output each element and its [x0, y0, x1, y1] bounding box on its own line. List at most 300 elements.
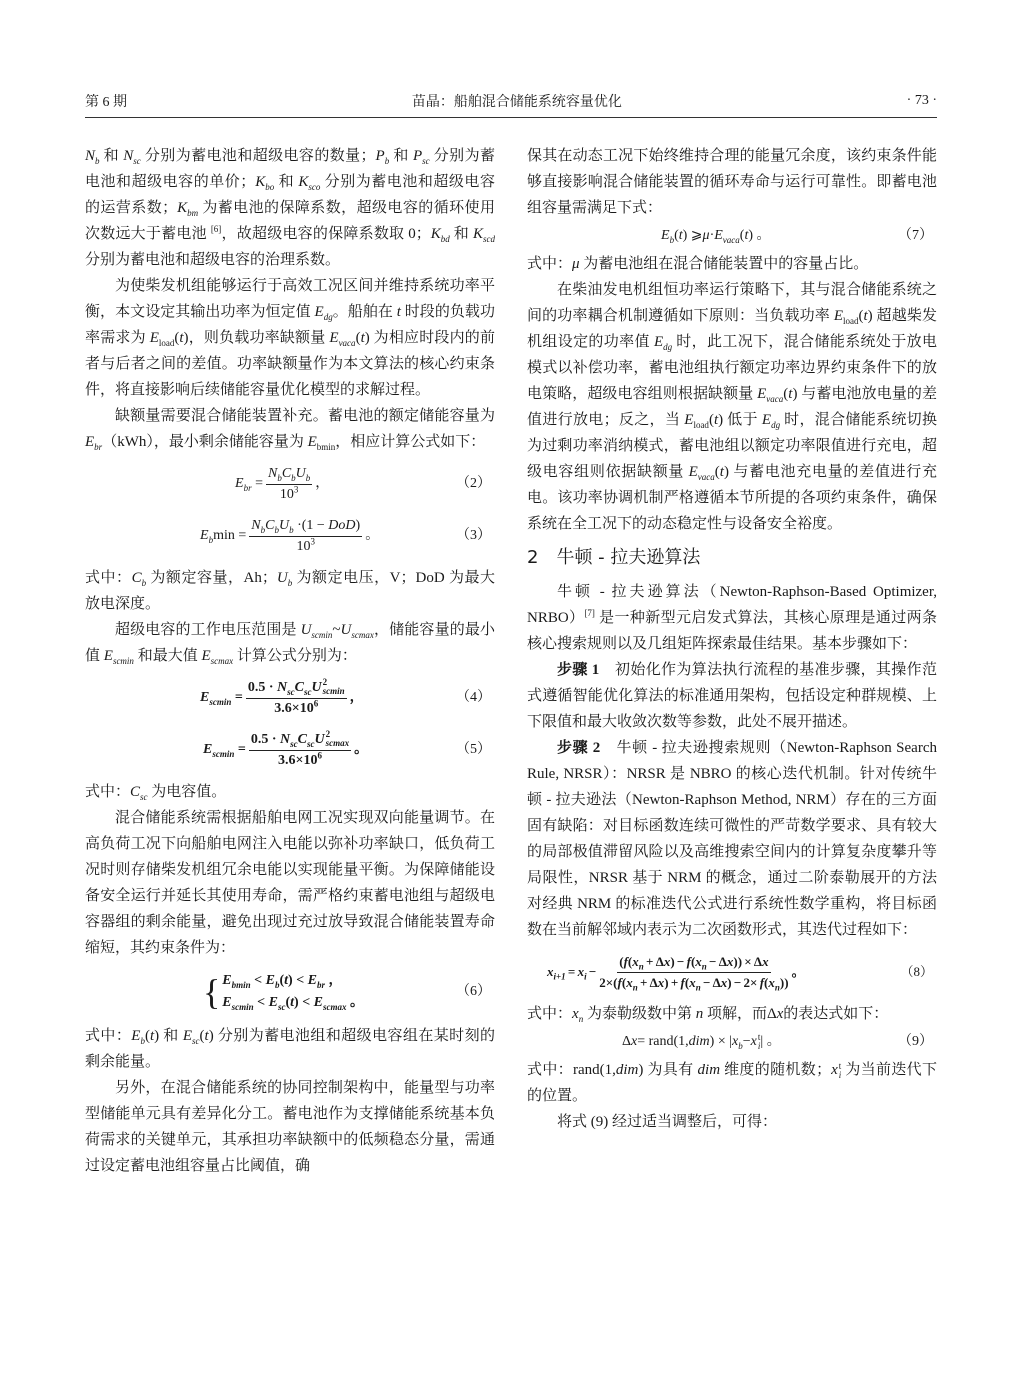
- text-run: ，: [325, 973, 343, 988]
- text-run: 保其在动态工况下始终维持合理的能量冗余度，该约束条件能够直接影响混合储能装置的循环寿命与运行可靠性。即蓄电池组容量需满足下式：: [527, 148, 937, 216]
- numerator: [249, 516, 362, 537]
- math-symbol: [314, 729, 350, 749]
- math-subscript: scmin: [212, 748, 235, 759]
- math-variable: x: [626, 974, 633, 990]
- equation-number: （9）: [898, 1034, 933, 1049]
- text-run: 混合储能系统需根据船舶电网工况实现双向能量调节。在高负荷工况下向船舶电网注入电能以弥补功率缺口，低负荷工况时则存储柴发机组冗余电能以实现能量平衡。为保障储能设备安全运行并延长其使用寿命，需严格约束蓄电池组与超级电容器组的剩余能量，避免出现过充过放导致混合储能装置寿命缩短，其约束条件为：: [85, 810, 495, 956]
- text-run: (: [619, 953, 624, 969]
- math-variable: x: [768, 974, 775, 990]
- math-symbol: [762, 954, 769, 969]
- math-subscript: scmin: [209, 696, 232, 707]
- denominator: [278, 751, 322, 771]
- math-variable: μ: [572, 256, 580, 272]
- text-run: min =: [213, 528, 247, 543]
- paragraph: [85, 565, 495, 617]
- math-subscript: br: [317, 979, 326, 990]
- equation-lhs: [203, 737, 246, 763]
- math-variable: E: [222, 973, 232, 988]
- text-run: − Δ: [700, 974, 721, 990]
- text-run: (: [674, 228, 679, 243]
- math-symbol: [255, 174, 274, 190]
- text-run: 和最大值: [133, 648, 202, 664]
- text-run: ，故超级电容的保障系数取 0；: [221, 226, 431, 242]
- text-run: ·: [709, 228, 715, 243]
- math-variable: E: [201, 648, 211, 664]
- math-variable: t: [179, 330, 184, 346]
- math-variable: E: [653, 334, 664, 350]
- script-stack: [323, 678, 345, 696]
- math-symbol: [661, 223, 674, 249]
- math-symbol: [203, 742, 234, 757]
- math-variable: t: [713, 412, 719, 428]
- equation-punctuation: ，: [315, 476, 330, 491]
- math-subscript: b: [289, 524, 294, 535]
- page-number: · 73 ·: [906, 93, 937, 108]
- equation-6-line-2: [222, 992, 364, 1014]
- math-subscript: sc: [303, 686, 312, 697]
- math-symbol: [277, 680, 295, 695]
- math-variable: t: [719, 464, 724, 480]
- math-variable: f: [680, 974, 685, 990]
- math-variable: DoD: [328, 517, 356, 533]
- numerator: [249, 730, 351, 751]
- numerator: [246, 678, 347, 699]
- math-symbol: [689, 974, 701, 993]
- math-variable: f: [623, 953, 628, 969]
- text-run: )): [779, 974, 789, 990]
- math-variable: t: [396, 304, 401, 320]
- math-symbol: [684, 412, 709, 428]
- math-symbol: [308, 434, 336, 450]
- math-subscript: vaca: [338, 338, 356, 348]
- math-variable: C: [297, 731, 307, 747]
- step-text: [527, 740, 937, 938]
- math-variable: C: [131, 570, 142, 586]
- math-variable: P: [375, 148, 385, 164]
- text-run: 10: [296, 538, 311, 554]
- math-subscript: load: [842, 316, 859, 326]
- math-symbol: [751, 1029, 761, 1055]
- math-variable: t: [290, 995, 295, 1010]
- math-subscript: vaca: [697, 472, 715, 482]
- math-variable: dim: [688, 1034, 710, 1049]
- math-symbol: [123, 148, 141, 164]
- equation-punctuation: 。: [791, 964, 805, 979]
- text-run: 为泰勒级数中第: [583, 1006, 696, 1022]
- math-symbol: [266, 973, 280, 988]
- text-run: 的表达式如下：: [783, 1006, 889, 1022]
- text-run: 分别为蓄电池和超级电容的运营系数；: [85, 174, 495, 216]
- math-variable: E: [314, 304, 324, 320]
- math-subscript: load: [693, 420, 709, 430]
- text-run: 10: [279, 486, 294, 502]
- math-symbol: [310, 535, 315, 554]
- math-symbol: [265, 518, 279, 533]
- math-subscript: bd: [440, 234, 450, 244]
- math-subscript: bmin: [316, 442, 336, 452]
- equation-body: [527, 952, 894, 993]
- math-superscript: 6: [317, 749, 322, 760]
- math-symbol: [572, 1006, 583, 1022]
- math-variable: N: [280, 731, 291, 747]
- text-run: + Δ: [637, 974, 658, 990]
- math-variable: U: [311, 679, 322, 695]
- running-title: 苗晶：船舶混合储能系统容量优化: [411, 95, 622, 110]
- paragraph: [527, 735, 937, 943]
- math-superscript: t: [757, 1031, 761, 1042]
- math-variable: f: [686, 953, 691, 969]
- math-symbol: [279, 518, 294, 533]
- text-run: 分别为蓄电池和超级电容的治理系数。: [85, 252, 341, 268]
- math-variable: E: [103, 648, 113, 664]
- text-run: (: [690, 953, 696, 969]
- text-run: (: [684, 974, 690, 990]
- text-run: 时，此工况下，混合储能系统处于放电模式以补偿功率，蓄电池组执行额定功率边界约束条件下的放电策略，超级电容组则根据缺额量: [527, 334, 937, 402]
- math-variable: t: [788, 386, 793, 402]
- math-variable: x: [720, 974, 728, 990]
- math-subscript: b: [287, 578, 293, 588]
- equation-2: [85, 461, 495, 507]
- equation-body: [85, 516, 450, 557]
- math-subscript: bmin: [231, 979, 251, 990]
- text-run: (: [783, 386, 789, 402]
- equation-9: [527, 1029, 937, 1055]
- equation-7-body: [527, 223, 892, 249]
- equation-number: （4）: [456, 690, 491, 705]
- text-run: 和: [274, 174, 299, 190]
- math-subscript: sc: [277, 1001, 286, 1012]
- math-variable: x: [762, 953, 769, 969]
- math-symbol: [222, 995, 253, 1010]
- math-subscript: scmin: [231, 1001, 254, 1012]
- math-subscript: b: [274, 524, 279, 535]
- math-subscript: sc: [287, 686, 295, 697]
- math-subscript: b: [208, 534, 214, 545]
- math-subscript: b: [305, 472, 311, 483]
- text-run: 超级电容的工作电压范围是: [115, 622, 301, 638]
- math-subscript: scmax: [325, 738, 350, 749]
- math-variable: x: [695, 953, 702, 969]
- text-run: 式中：: [85, 784, 131, 800]
- math-variable: E: [222, 995, 232, 1010]
- text-run: )) × Δ: [733, 953, 763, 969]
- math-subscript: b: [291, 472, 296, 483]
- denominator: [274, 699, 318, 719]
- math-symbol: [314, 995, 347, 1010]
- paragraph: [85, 1023, 495, 1075]
- math-symbol: [131, 1028, 145, 1044]
- math-subscript: vaca: [766, 394, 784, 404]
- math-symbol: [311, 677, 345, 697]
- math-symbol: [768, 974, 780, 993]
- equation-6-line-1: [222, 970, 364, 992]
- math-variable: P: [412, 148, 423, 164]
- denominator: [280, 485, 299, 505]
- right-column: [527, 143, 937, 1135]
- math-variable: E: [661, 228, 670, 243]
- text-run: −: [586, 964, 597, 979]
- numerator: [266, 464, 312, 485]
- math-variable: K: [298, 174, 309, 190]
- text-run: (: [285, 995, 291, 1010]
- text-run: ) 低于: [718, 412, 762, 428]
- equation-number: （5）: [456, 742, 491, 757]
- text-run: ) 和: [154, 1028, 183, 1044]
- denominator: [599, 973, 788, 993]
- equation-8: [527, 949, 937, 995]
- text-run: (: [174, 330, 180, 346]
- text-run: ): [355, 517, 361, 533]
- equation-body: [85, 464, 450, 505]
- text-run: (: [708, 412, 714, 428]
- math-subscript: b: [669, 234, 675, 245]
- math-subscript: dg: [771, 420, 781, 430]
- text-run: Δ: [622, 1034, 632, 1049]
- math-symbol: [295, 680, 312, 695]
- math-variable: E: [329, 330, 339, 346]
- math-subscript: b: [277, 472, 282, 483]
- citation: [7]: [584, 608, 595, 618]
- text-run: 0.5 ·: [247, 679, 278, 695]
- math-variable: E: [200, 690, 210, 705]
- text-run: （kWh），最小剩余储能容量为: [102, 434, 308, 450]
- math-symbol: [698, 1062, 721, 1078]
- math-variable: E: [131, 1028, 141, 1044]
- left-column: [85, 143, 495, 1179]
- paragraph: [527, 657, 937, 735]
- math-subscript: n: [695, 982, 701, 993]
- math-variable: E: [757, 386, 767, 402]
- text-run: 分别为蓄电池和超级电容的单价；: [85, 148, 495, 190]
- math-subscript: sc: [192, 1036, 200, 1046]
- text-run: 牛顿 - 拉夫逊搜索规则（Newton-Raphson Search Rule, NRSR）：NRSR 是 NBRO 的核心迭代机制。针对传统牛顿 - 拉夫逊法（Newton-Raphson Method, NRM）存在的三方面固有缺陷：对目标函数连续可微性的严苛数学要求、具有较大的局部极值滞留风险以及高维搜索空间内的计算复杂度攀升等局限性，NRSR 基于 NRM 的概念，通过二阶泰勒展开的方法对经典 NRM 的标准迭代公式进行系统性数学重构，将目标函数在当前解邻域内表示为二次函数形式，其迭代过程如下：: [527, 740, 937, 938]
- math-symbol: [689, 1029, 710, 1055]
- math-variable: t: [204, 1028, 209, 1044]
- math-variable: t: [284, 973, 289, 988]
- text-run: 式中：: [527, 1006, 573, 1022]
- text-run: −: [742, 1034, 751, 1049]
- math-symbol: [732, 1029, 743, 1055]
- text-run: 3.6×10: [274, 700, 314, 716]
- math-subscript: scmax: [351, 630, 374, 640]
- header-rule: [85, 117, 937, 118]
- equation-lhs: [547, 959, 596, 985]
- math-variable: x: [631, 1034, 638, 1049]
- math-subscript: i: [584, 971, 587, 982]
- math-variable: x: [732, 1034, 739, 1049]
- math-symbol: [296, 466, 311, 481]
- step-label: 步骤 2: [557, 740, 601, 756]
- text-run: ) <: [288, 973, 308, 988]
- math-symbol: [293, 483, 299, 502]
- text-run: ) +: [664, 974, 681, 990]
- fraction: [599, 952, 788, 993]
- math-variable: μ: [702, 228, 710, 243]
- math-symbol: [695, 953, 707, 972]
- math-variable: x: [689, 974, 696, 990]
- text-run: 0.5 ·: [250, 731, 281, 747]
- text-run: ) <: [294, 995, 314, 1010]
- math-subscript: sc: [140, 792, 148, 802]
- text-run: 初始化作为算法执行流程的基准步骤，其操作范式遵循智能优化算法的标准通用架构，包括设定种群规模、上下限值和最大收敛次数等参数，此处不展开描述。: [527, 662, 937, 730]
- math-variable: U: [276, 570, 288, 586]
- math-subscript: b: [274, 979, 280, 990]
- math-variable: x: [663, 953, 671, 969]
- math-symbol: [831, 1062, 841, 1078]
- math-superscript: 3: [293, 483, 299, 494]
- math-symbol: [235, 476, 252, 491]
- math-subscript: b: [95, 156, 100, 166]
- math-superscript: 6: [313, 697, 319, 708]
- math-symbol: [703, 223, 710, 249]
- math-subscript: sc: [422, 156, 430, 166]
- paragraph: [527, 277, 937, 537]
- math-subscript: i: [838, 1069, 842, 1080]
- math-symbol: [762, 412, 780, 428]
- math-variable: x: [831, 1062, 838, 1078]
- math-subscript: scmax: [323, 1001, 347, 1012]
- paragraph: [85, 1075, 495, 1179]
- text-run: (: [764, 974, 769, 990]
- math-variable: K: [430, 226, 441, 242]
- text-run: (: [714, 464, 720, 480]
- math-variable: E: [182, 1028, 193, 1044]
- paragraph: [85, 779, 495, 805]
- equation-5: [85, 727, 495, 773]
- math-variable: U: [300, 622, 312, 638]
- equation-lhs: [200, 523, 246, 549]
- math-variable: x: [547, 964, 554, 979]
- text-run: ~: [332, 622, 341, 638]
- text-run: + Δ: [643, 953, 664, 969]
- math-symbol: [317, 749, 322, 768]
- text-run: 分别为蓄电池和超级电容的数量；: [140, 148, 376, 164]
- equation-number: （7）: [898, 228, 933, 243]
- math-variable: E: [714, 228, 723, 243]
- numerator: [617, 952, 770, 973]
- text-run: ) − 2×: [727, 974, 760, 990]
- math-variable: t: [360, 330, 365, 346]
- math-subscript: vaca: [722, 234, 740, 245]
- math-symbol: [329, 330, 355, 346]
- text-run: 式中：: [527, 256, 573, 272]
- math-symbol: [714, 223, 740, 249]
- text-run: =: [251, 476, 263, 491]
- math-variable: t: [678, 228, 683, 243]
- text-run: 。船舶在: [332, 304, 397, 320]
- text-run: ) 为具有: [638, 1062, 698, 1078]
- text-run: ) × |: [709, 1034, 733, 1049]
- section-heading: 2 牛顿 - 拉夫逊算法: [527, 547, 701, 568]
- math-symbol: [298, 732, 315, 747]
- math-subscript: sc: [290, 738, 298, 749]
- issue-number: 第 6 期: [85, 95, 127, 110]
- text-run: <: [253, 995, 269, 1010]
- text-run: 为蓄电池的保障系数，超级电容的循环使用次数远大于蓄电池: [85, 200, 495, 242]
- equation-3: [85, 513, 495, 559]
- paragraph: [527, 1057, 937, 1109]
- math-subscript: scmin: [112, 656, 134, 666]
- paragraph: [527, 251, 937, 277]
- math-subscript: sc: [306, 738, 315, 749]
- math-symbol: [626, 974, 638, 993]
- text-run: (: [144, 1028, 150, 1044]
- math-symbol: [328, 518, 355, 533]
- math-variable: C: [294, 679, 304, 695]
- math-variable: f: [617, 974, 622, 990]
- text-run: 和: [389, 148, 413, 164]
- text-run: 为额定容量，Ah；: [146, 570, 277, 586]
- text-run: − Δ: [706, 953, 727, 969]
- math-variable: N: [251, 517, 261, 533]
- text-run: =: [234, 742, 246, 757]
- step-label: 步骤 1: [557, 662, 600, 678]
- math-variable: f: [759, 974, 765, 990]
- math-variable: E: [85, 434, 95, 450]
- citation: [6]: [210, 224, 222, 234]
- math-variable: C: [130, 784, 141, 800]
- text-run: 维度的随机数；: [720, 1062, 832, 1078]
- paragraph: [527, 1109, 937, 1135]
- equation-lhs: [200, 685, 243, 711]
- math-variable: K: [255, 174, 266, 190]
- text-run: 在柴油发电机组恒功率运行策略下，其与混合储能系统之间的功率耦合机制遵循如下原则：当负载功率: [527, 282, 937, 324]
- math-superscript: t: [838, 1060, 842, 1071]
- math-variable: x: [632, 953, 639, 969]
- math-variable: E: [313, 995, 324, 1010]
- math-variable: N: [267, 465, 278, 481]
- brace: {: [203, 972, 221, 1012]
- math-symbol: [132, 570, 147, 586]
- math-variable: dim: [615, 1062, 639, 1078]
- math-symbol: [183, 1028, 200, 1044]
- text-run: =: [231, 690, 243, 705]
- math-symbol: [104, 648, 134, 664]
- equation-number: （8）: [900, 964, 933, 979]
- math-subscript: i: [757, 1040, 761, 1051]
- math-variable: x: [657, 974, 665, 990]
- math-variable: t: [863, 308, 868, 324]
- math-variable: E: [200, 528, 209, 543]
- math-symbol: [251, 518, 265, 533]
- math-variable: E: [235, 476, 244, 491]
- math-variable: x: [776, 1006, 784, 1022]
- text-run: 时，混合储能系统切换为过剩功率消纳模式，蓄电池组以额定功率限值进行充电，超级电容组则依据缺额量: [527, 412, 937, 480]
- text-run: 将式 (9) 经过适当调整后，可得：: [557, 1114, 777, 1130]
- math-variable: E: [761, 412, 772, 428]
- math-variable: x: [577, 964, 585, 979]
- math-variable: dim: [697, 1062, 721, 1078]
- text-run: ) 为相应时段内的前者与后者之间的差值。功率缺额量作为本文算法的核心约束条件，将直接影响后续储能容量优化模型的求解过程。: [85, 330, 495, 398]
- math-subscript: n: [774, 982, 780, 993]
- text-run: 为电容值。: [147, 784, 227, 800]
- math-symbol: [757, 386, 783, 402]
- math-subscript: br: [94, 442, 103, 452]
- math-subscript: b: [260, 524, 266, 535]
- math-variable: N: [123, 148, 134, 164]
- text-run: (: [355, 330, 361, 346]
- math-symbol: [298, 174, 320, 190]
- math-subscript: n: [578, 1014, 584, 1024]
- text-run: | 。: [760, 1034, 781, 1049]
- text-run: <: [250, 973, 266, 988]
- math-variable: U: [278, 517, 290, 533]
- equation-punctuation: 。: [354, 742, 369, 757]
- math-symbol: [201, 648, 233, 664]
- math-variable: U: [340, 622, 352, 638]
- text-run: 为当前迭代下的位置。: [527, 1062, 937, 1104]
- equation-punctuation: 。: [365, 528, 380, 543]
